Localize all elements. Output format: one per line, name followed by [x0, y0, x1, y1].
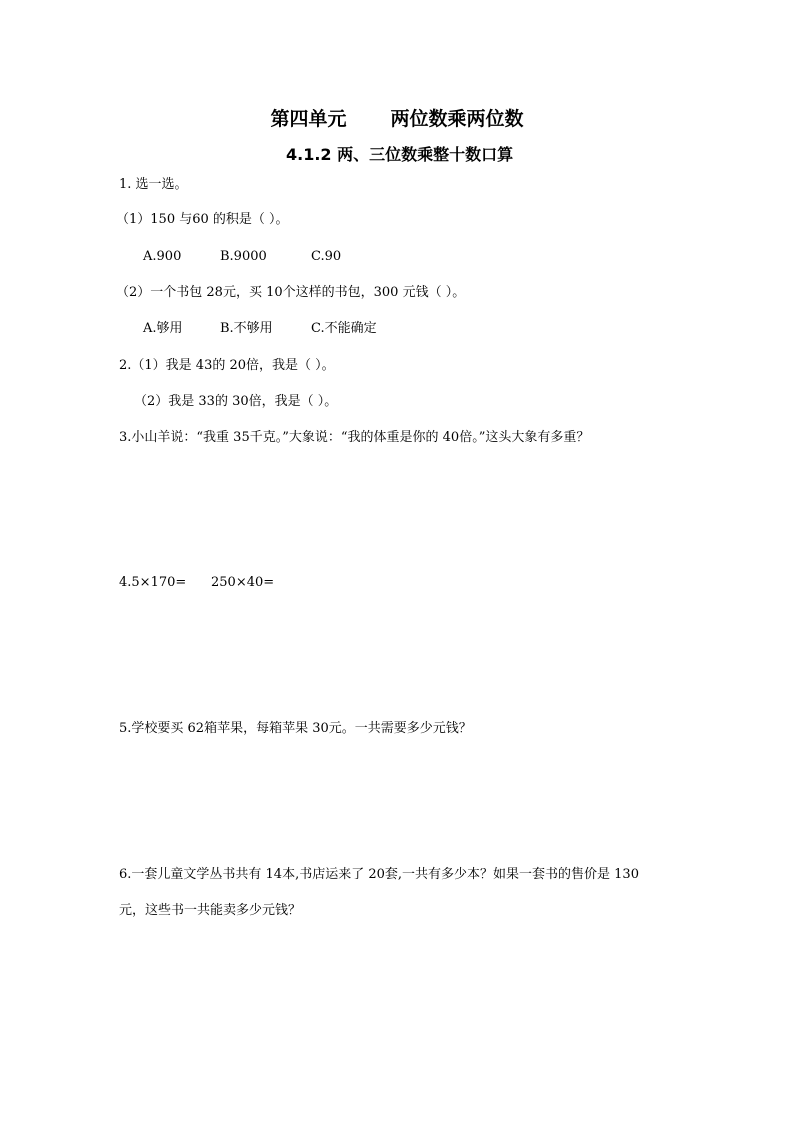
- question-1-part-1: （1）150 与60 的积是（ ）。: [116, 212, 289, 227]
- question-1-part-2-options: [143, 320, 377, 338]
- question-6-line-2: 元，这些书一共能卖多少元钱？: [119, 903, 302, 918]
- question-1-part-1-options: [143, 248, 341, 266]
- question-4: [119, 574, 274, 592]
- option-a: A.900: [143, 249, 182, 264]
- expression-2: 250×40=: [211, 575, 275, 590]
- option-b: B.不够用: [220, 321, 273, 336]
- option-c: C.90: [311, 249, 342, 264]
- option-b: B.9000: [220, 249, 267, 264]
- question-5: 5.学校要买 62箱苹果，每箱苹果 30元。一共需要多少元钱？: [119, 721, 472, 736]
- question-2-part-1: 2.（1）我是 43的 20倍，我是（ ）。: [119, 358, 335, 373]
- topic-label: 两位数乘两位数: [390, 108, 524, 130]
- option-a: A.够用: [143, 321, 183, 336]
- question-1-part-2: （2）一个书包 28元，买 10个这样的书包，300 元钱（ ）。: [116, 285, 466, 300]
- lesson-subtitle: 4.1.2 两、三位数乘整十数口算: [286, 145, 514, 164]
- unit-label: 第四单元: [270, 108, 347, 130]
- page-title: [0, 104, 794, 131]
- option-c: C.不能确定: [311, 321, 377, 336]
- question-6-line-1: 6.一套儿童文学丛书共有 14本,书店运来了 20套,一共有多少本？如果一套书的售价是 130: [119, 867, 639, 882]
- question-3: 3.小山羊说：“我重 35千克。”大象说：“我的体重是你的 40倍。”这头大象有多重？: [119, 430, 590, 445]
- question-2-part-2: （2）我是 33的 30倍，我是（ ）。: [134, 394, 338, 409]
- question-1-title: 1. 选一选。: [119, 177, 188, 192]
- expression-1: 4.5×170=: [119, 575, 187, 590]
